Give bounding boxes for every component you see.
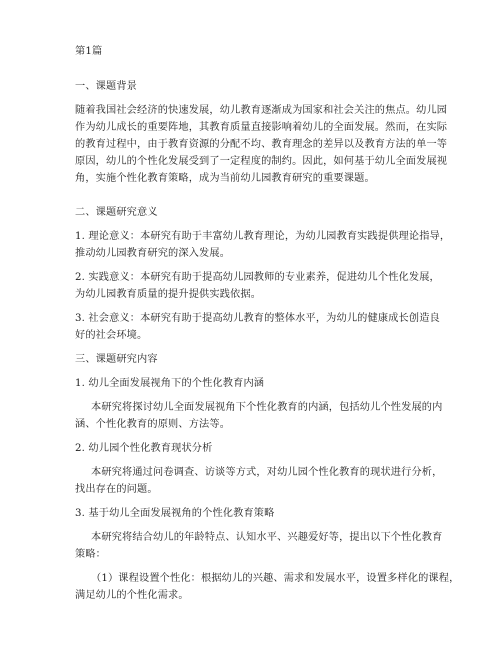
section-3-heading: 三、课题研究内容 [75, 354, 158, 365]
section-3-sub-2-title: 2. 幼儿园个性化教育现状分析 [75, 443, 213, 454]
section-3-sub-1-para-line-1: 本研究将探讨幼儿全面发展视角下个性化教育的内涵，包括幼儿个性发展的内 [91, 402, 443, 413]
section-3-sub-3-title: 3. 基于幼儿全面发展视角的个性化教育策略 [75, 508, 275, 519]
section-3-sub-3-para-line-1: 本研究将结合幼儿的年龄特点、认知水平、兴趣爱好等，提出以下个性化教育 [91, 532, 443, 543]
section-3-sub-3-item-1-line-2: 满足幼儿的个性化需求。 [75, 590, 189, 601]
section-2-item-3-line-2: 好的社会环境。 [75, 330, 148, 341]
section-3-sub-2-para-line-1: 本研究将通过问卷调查、访谈等方式，对幼儿园个性化教育的现状进行分析， [91, 467, 443, 478]
section-2-heading: 二、课题研究意义 [75, 207, 158, 218]
part-title: 第1篇 [75, 46, 103, 57]
section-1-para-line-2: 作为幼儿成长的重要阵地，其教育质量直接影响着幼儿的全面发展。然而，在实际 [75, 122, 448, 133]
section-2-item-2-line-2: 为幼儿园教育质量的提升提供实践依据。 [75, 289, 262, 300]
section-1-para-line-1: 随着我国社会经济的快速发展，幼儿教育逐渐成为国家和社会关注的焦点。幼儿园 [75, 105, 448, 116]
section-1-para-line-5: 角，实施个性化教育策略，成为当前幼儿园教育研究的重要课题。 [75, 173, 375, 184]
section-2-item-1-line-2: 推动幼儿园教育研究的深入发展。 [75, 248, 231, 259]
section-2-item-2-line-1: 2. 实践意义：本研究有助于提高幼儿园教师的专业素养，促进幼儿个性化发展， [75, 272, 440, 283]
section-2-item-1-line-1: 1. 理论意义：本研究有助于丰富幼儿教育理论，为幼儿园教育实践提供理论指导， [75, 231, 451, 242]
section-1-para-line-4: 原因，幼儿的个性化发展受到了一定程度的制约。因此，如何基于幼儿全面发展视 [75, 156, 448, 167]
section-1-heading: 一、课题背景 [75, 81, 138, 92]
section-1-para-line-3: 的教育过程中，由于教育资源的分配不均、教育理念的差异以及教育方法的单一等 [75, 139, 448, 150]
section-3-sub-3-item-1-line-1: （1）课程设置个性化：根据幼儿的兴趣、需求和发展水平，设置多样化的课程， [91, 573, 460, 584]
section-3-sub-1-title: 1. 幼儿全面发展视角下的个性化教育内涵 [75, 378, 265, 389]
section-3-sub-3-para-line-2: 策略： [75, 549, 107, 560]
section-2-item-3-line-1: 3. 社会意义：本研究有助于提高幼儿教育的整体水平，为幼儿的健康成长创造良 [75, 313, 440, 324]
section-3-sub-2-para-line-2: 找出存在的问题。 [75, 484, 158, 495]
section-3-sub-1-para-line-2: 涵、个性化教育的原则、方法等。 [75, 419, 231, 430]
